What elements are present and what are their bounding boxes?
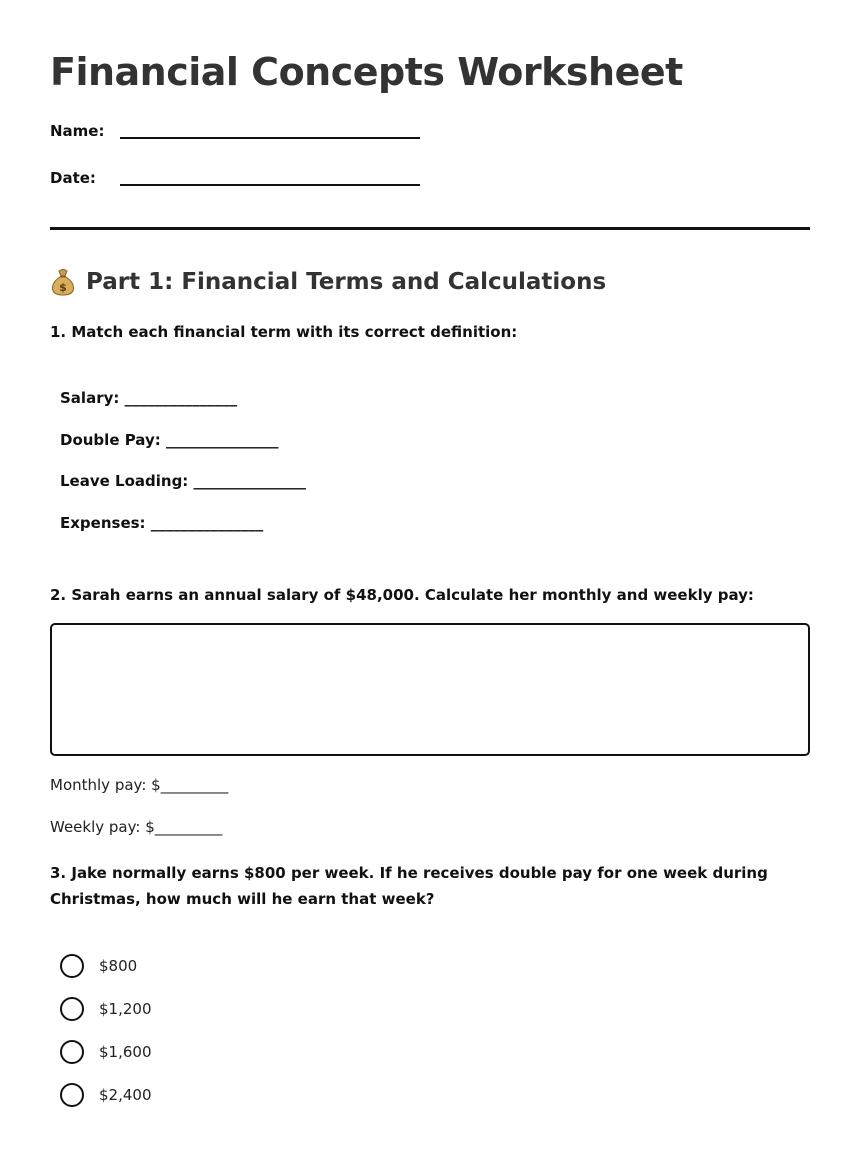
option-1600[interactable]: [60, 1039, 152, 1065]
radio-button[interactable]: [60, 1040, 84, 1064]
section-title-part-1: [50, 268, 606, 296]
money-bag-icon: [50, 268, 76, 296]
radio-button[interactable]: [60, 954, 84, 978]
question-1-text: 1. Match each financial term with its correct definition:: [50, 323, 518, 341]
term-double-pay: [60, 431, 278, 449]
option-800[interactable]: [60, 953, 137, 979]
section-title-text: Part 1: Financial Terms and Calculations: [86, 269, 607, 295]
radio-button[interactable]: [60, 997, 84, 1021]
term-salary: [60, 389, 237, 407]
term-expenses: [60, 514, 263, 532]
svg-text:$: $: [59, 281, 67, 294]
option-label: $1,200: [99, 1000, 152, 1018]
option-label: $800: [99, 957, 138, 975]
date-input-line[interactable]: [120, 184, 420, 186]
option-2400[interactable]: [60, 1082, 152, 1108]
term-blank[interactable]: _______________: [124, 389, 238, 407]
term-leave-loading: [60, 472, 306, 490]
option-1200[interactable]: [60, 996, 152, 1022]
term-label: Salary:: [60, 389, 120, 407]
date-field[interactable]: [50, 169, 420, 199]
header-divider: [50, 227, 810, 230]
question-2-text: 2. Sarah earns an annual salary of $48,000. Calculate her monthly and weekly pay:: [50, 586, 754, 604]
term-label: Expenses:: [60, 514, 146, 532]
term-blank[interactable]: _______________: [193, 472, 307, 490]
term-label: Leave Loading:: [60, 472, 189, 490]
name-field[interactable]: [50, 122, 420, 152]
page-title: Financial Concepts Worksheet: [50, 50, 683, 94]
calculation-answer-box[interactable]: [50, 623, 810, 756]
name-input-line[interactable]: [120, 137, 420, 139]
weekly-pay-line[interactable]: Weekly pay: $_________: [50, 818, 223, 836]
option-label: $2,400: [99, 1086, 152, 1104]
term-blank[interactable]: _______________: [150, 514, 264, 532]
date-label: Date:: [50, 169, 96, 187]
term-blank[interactable]: _______________: [165, 431, 279, 449]
option-label: $1,600: [99, 1043, 152, 1061]
radio-button[interactable]: [60, 1083, 84, 1107]
term-label: Double Pay:: [60, 431, 161, 449]
question-3-text: 3. Jake normally earns $800 per week. If he receives double pay for one week during Christmas, how much will he earn that week?: [50, 864, 768, 908]
name-label: Name:: [50, 122, 105, 140]
monthly-pay-line[interactable]: Monthly pay: $_________: [50, 776, 229, 794]
